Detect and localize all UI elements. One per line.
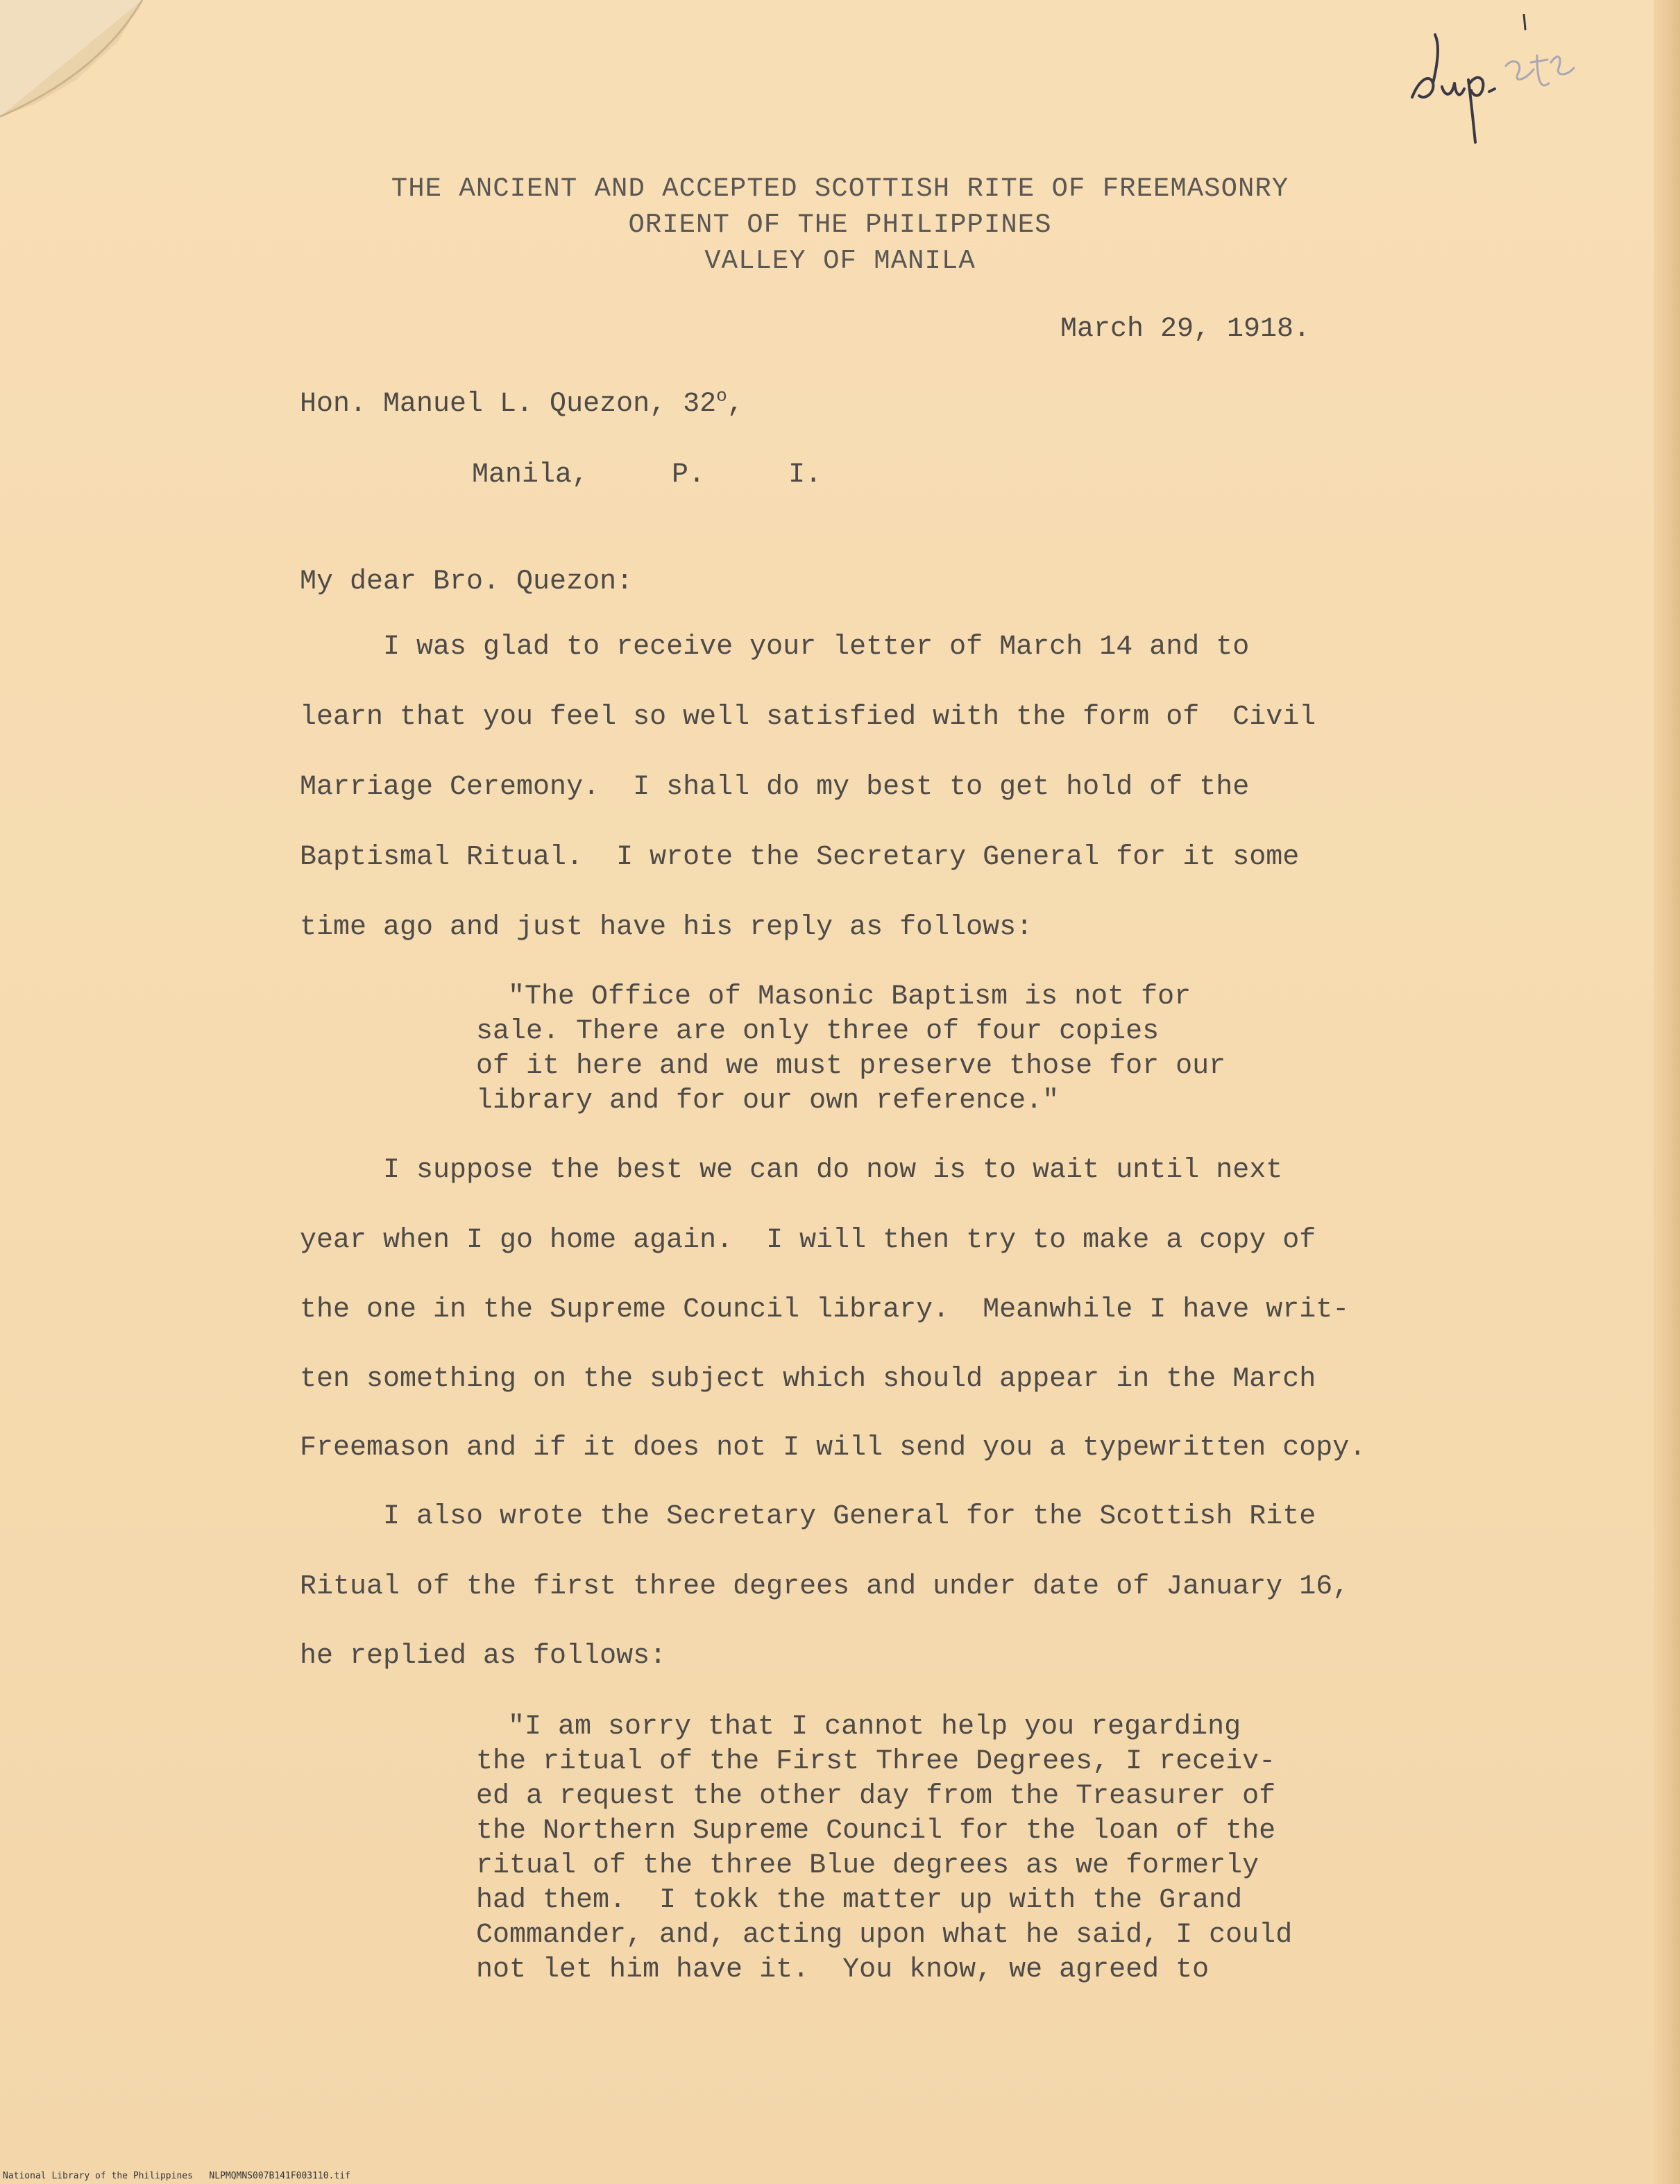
folded-corner [0,0,146,121]
degree-symbol: o [716,385,727,407]
paragraph-1-line: I was glad to receive your letter of March 14 and to [300,632,1250,663]
quote-1-line: library and for our own reference." [476,1085,1060,1117]
quote-2-line: ritual of the three Blue degrees as we formerly [476,1850,1259,1881]
letterhead-line-1: THE ANCIENT AND ACCEPTED SCOTTISH RITE OF FREEMASONRY [391,173,1289,204]
quote-2-line: not let him have it. You know, we agreed to [476,1954,1210,1986]
paragraph-1-line: Baptismal Ritual. I wrote the Secretary General for it some [300,842,1300,873]
quote-1-line: "The Office of Masonic Baptism is not for [508,981,1191,1013]
paragraph-3-line: Ritual of the first three degrees and under date of January 16, [300,1571,1350,1602]
paragraph-2-line: year when I go home again. I will then try to make a copy of [300,1225,1316,1256]
paragraph-1-line: time ago and just have his reply as follows: [300,912,1033,943]
quote-1-line: sale. There are only three of four copies [476,1016,1160,1047]
addressee-name [300,385,744,420]
page-edge-shadow [1654,0,1680,2184]
paragraph-2-line: I suppose the best we can do now is to wait until next [300,1155,1283,1186]
letter-date: March 29, 1918. [1060,314,1311,345]
quote-2-line: the ritual of the First Three Degrees, I receiv- [476,1746,1276,1777]
letterhead-line-3: VALLEY OF MANILA [704,246,976,276]
paragraph-2-line: ten something on the subject which should appear in the March [300,1364,1316,1395]
quote-2-line: Commander, and, acting upon what he said, I could [476,1920,1293,1951]
quote-1-line: of it here and we must preserve those for our [476,1051,1226,1082]
quote-2-line: had them. I tokk the matter up with the Grand [476,1885,1243,1916]
archive-footer-caption: National Library of the Philippines NLPMQMNS007B141F003110.tif [3,2171,350,2181]
addressee-name-suffix: , [727,389,744,420]
paragraph-1-line: Marriage Ceremony. I shall do my best to get hold of the [300,772,1250,803]
addressee-location: Manila, P. I. [472,459,822,491]
paragraph-3-line: I also wrote the Secretary General for the Scottish Rite [300,1501,1316,1532]
paragraph-1-line: learn that you feel so well satisfied with the form of Civil [300,702,1316,733]
quote-2-line: "I am sorry that I cannot help you regarding [508,1711,1241,1743]
salutation: My dear Bro. Quezon: [300,566,634,598]
quote-2-line: ed a request the other day from the Treasurer of [476,1781,1276,1812]
handwritten-annotation [1402,14,1624,153]
quote-2-line: the Northern Supreme Council for the loan of the [476,1815,1276,1847]
letterhead-line-2: ORIENT OF THE PHILIPPINES [628,210,1052,240]
addressee-name-text: Hon. Manuel L. Quezon, 32 [300,389,717,420]
paragraph-2-line: the one in the Supreme Council library. Meanwhile I have writ- [300,1294,1350,1326]
paragraph-3-line: he replied as follows: [300,1641,667,1672]
paragraph-2-line: Freemason and if it does not I will send you a typewritten copy. [300,1432,1366,1464]
